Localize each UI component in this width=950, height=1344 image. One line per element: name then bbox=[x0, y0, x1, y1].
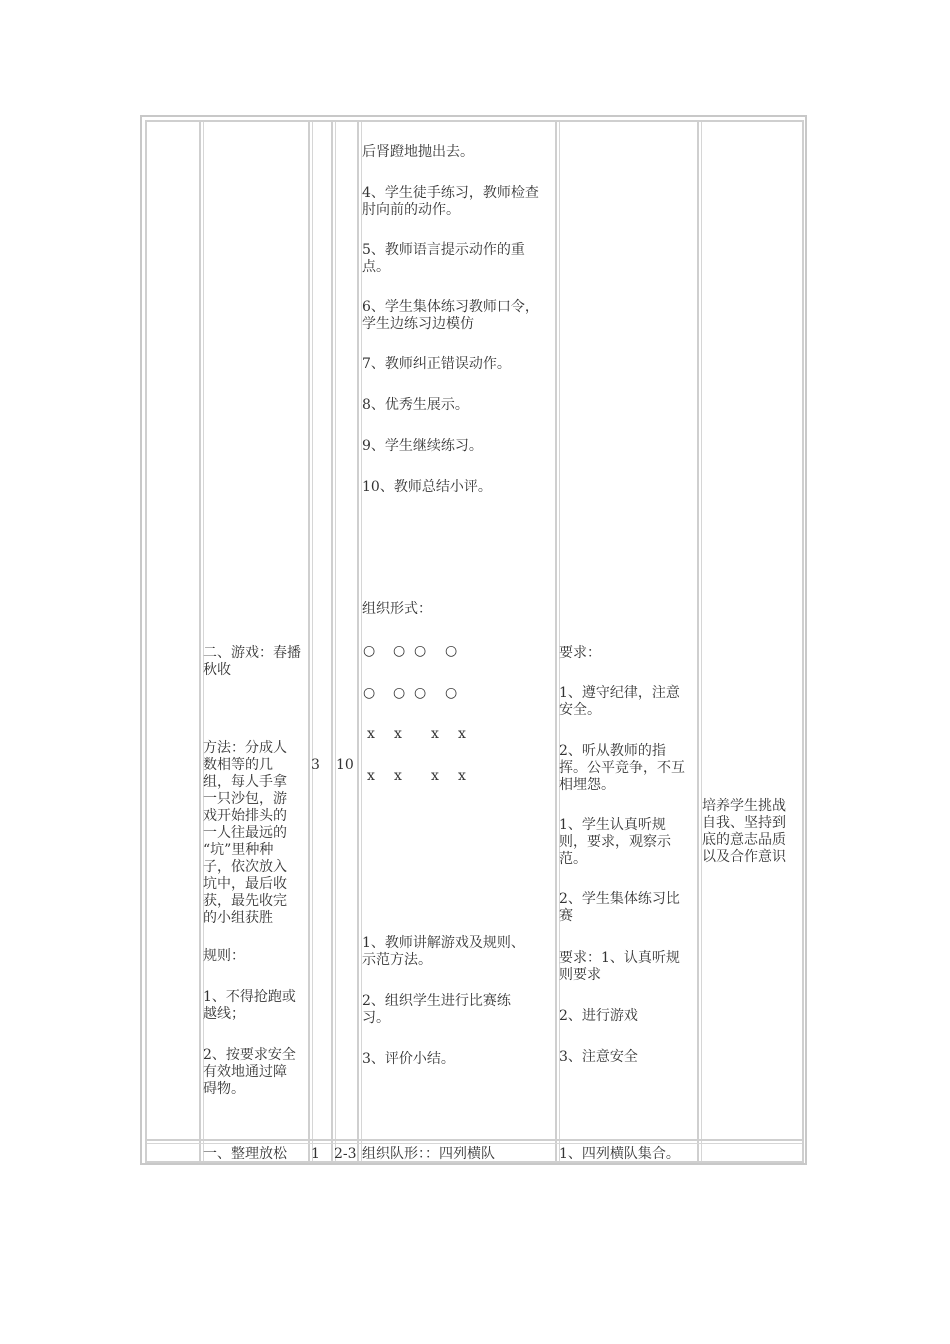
procedure-step: 7、教师纠正错误动作。 bbox=[362, 356, 511, 372]
requirement-item: 3、注意安全 bbox=[559, 1049, 638, 1065]
procedure-step: 5、教师语言提示动作的重 点。 bbox=[362, 242, 525, 275]
repetition-count: 1 bbox=[311, 1146, 320, 1162]
formation-mark: x bbox=[458, 768, 466, 784]
column-divider bbox=[335, 120, 336, 1163]
formation-mark: ○ bbox=[363, 685, 376, 701]
column-divider bbox=[559, 120, 560, 1163]
row-divider bbox=[147, 1139, 802, 1141]
rule-item: 1、不得抢跑或 越线； bbox=[203, 989, 296, 1022]
formation-mark: x bbox=[431, 768, 439, 784]
procedure-step: 6、学生集体练习教师口令， 学生边练习边模仿 bbox=[362, 299, 539, 332]
formation-mark: ○ bbox=[363, 643, 376, 659]
table-border-left bbox=[145, 120, 147, 1163]
teacher-step: 1、教师讲解游戏及规则、 示范方法。 bbox=[362, 935, 525, 968]
requirement-item: 要求： bbox=[559, 645, 601, 661]
table-border-right bbox=[802, 120, 804, 1163]
formation-mark: x bbox=[431, 726, 439, 742]
requirement-item: 2、进行游戏 bbox=[559, 1008, 638, 1024]
organization-label: 组织形式： bbox=[362, 601, 432, 617]
student-activity: 1、四列横队集合。 bbox=[559, 1146, 680, 1162]
row-divider bbox=[147, 1143, 802, 1144]
column-divider bbox=[555, 120, 557, 1163]
formation-mark: x bbox=[367, 768, 375, 784]
formation-mark: ○ bbox=[414, 643, 427, 659]
column-divider bbox=[697, 120, 699, 1163]
procedure-step: 8、优秀生展示。 bbox=[362, 397, 469, 413]
requirement-item: 2、听从教师的指 挥。公平竞争，不互 相埋怨。 bbox=[559, 743, 685, 793]
duration-minutes: 10 bbox=[336, 757, 354, 773]
organization-formation: 组织队形：：四列横队 bbox=[362, 1146, 495, 1162]
teacher-step: 2、组织学生进行比赛练 习。 bbox=[362, 993, 511, 1026]
requirement-item: 要求：1、认真听规 则要求 bbox=[559, 950, 680, 983]
formation-mark: ○ bbox=[414, 685, 427, 701]
formation-mark: ○ bbox=[445, 685, 458, 701]
formation-mark: ○ bbox=[393, 643, 406, 659]
teacher-step: 3、评价小结。 bbox=[362, 1051, 455, 1067]
formation-mark: x bbox=[367, 726, 375, 742]
game-method: 方法：分成人 数相等的几 组，每人手拿 一只沙包，游 戏开始排头的 一人往最远的 “坑”里种种 子，依次放入 坑中，最后收 获，最先收完 的小组获胜 bbox=[203, 740, 287, 926]
procedure-step: 后肾蹬地抛出去。 bbox=[362, 144, 474, 160]
cooldown-content: 一、整理放松 bbox=[203, 1146, 287, 1162]
column-divider bbox=[308, 120, 310, 1163]
table-border-top bbox=[147, 120, 802, 122]
game-title: 二、游戏：春播 秋收 bbox=[203, 645, 301, 678]
lesson-goal: 培养学生挑战 自我、坚持到 底的意志品质 以及合作意识 bbox=[702, 798, 786, 865]
formation-mark: ○ bbox=[393, 685, 406, 701]
column-divider bbox=[312, 120, 313, 1163]
formation-mark: x bbox=[458, 726, 466, 742]
repetition-count: 3 bbox=[311, 757, 320, 773]
requirement-item: 1、学生认真听规 则，要求，观察示 范。 bbox=[559, 817, 671, 867]
formation-mark: ○ bbox=[445, 643, 458, 659]
procedure-step: 10、教师总结小评。 bbox=[362, 479, 492, 495]
rules-label: 规则： bbox=[203, 948, 245, 964]
column-divider bbox=[331, 120, 333, 1163]
column-divider bbox=[199, 120, 201, 1163]
rule-item: 2、按要求安全 有效地通过障 碍物。 bbox=[203, 1047, 296, 1097]
requirement-item: 2、学生集体练习比 赛 bbox=[559, 891, 680, 924]
formation-mark: x bbox=[394, 726, 402, 742]
column-divider bbox=[701, 120, 702, 1163]
duration-minutes: 2-3 bbox=[334, 1146, 357, 1162]
procedure-step: 4、学生徒手练习，教师检查 肘向前的动作。 bbox=[362, 185, 539, 218]
requirement-item: 1、遵守纪律，注意 安全。 bbox=[559, 685, 680, 718]
procedure-step: 9、学生继续练习。 bbox=[362, 438, 483, 454]
column-divider bbox=[357, 120, 359, 1163]
formation-mark: x bbox=[394, 768, 402, 784]
